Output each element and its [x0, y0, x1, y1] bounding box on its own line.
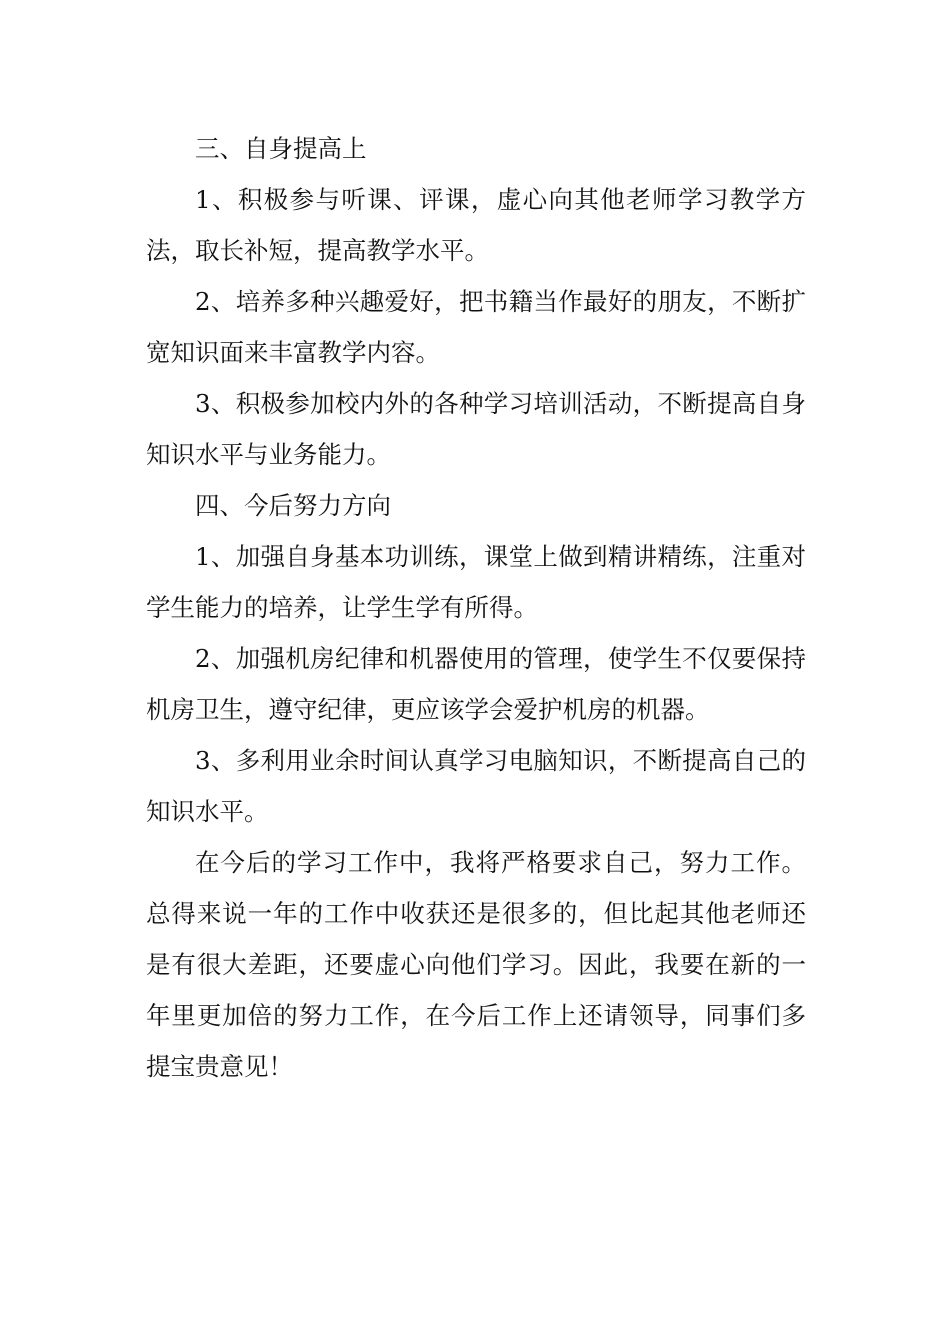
paragraph: 3、积极参加校内外的各种学习培训活动，不断提高自身知识水平与业务能力。	[146, 389, 806, 469]
paragraph: 2、培养多种兴趣爱好，把书籍当作最好的朋友，不断扩宽知识面来丰富教学内容。	[146, 287, 806, 367]
paragraph: 3、多利用业余时间认真学习电脑知识，不断提高自己的知识水平。	[146, 746, 806, 826]
paragraph: 1、加强自身基本功训练，课堂上做到精讲精练，注重对学生能力的培养，让学生学有所得。	[146, 542, 806, 622]
section-heading-self-improvement: 三、自身提高上	[195, 134, 367, 163]
document-body	[146, 123, 806, 1092]
paragraph: 1、积极参与听课、评课，虚心向其他老师学习教学方法，取长补短，提高教学水平。	[146, 185, 806, 265]
closing-paragraph: 在今后的学习工作中，我将严格要求自己，努力工作。总得来说一年的工作中收获还是很多的，但比起其他老师还是有很大差距，还要虚心向他们学习。因此，我要在新的一年里更加倍的努力工作，在今后工作上还请领导，同事们多提宝贵意见！	[146, 848, 806, 1081]
section-heading-future-direction: 四、今后努力方向	[195, 491, 391, 520]
paragraph: 2、加强机房纪律和机器使用的管理，使学生不仅要保持机房卫生，遵守纪律，更应该学会爱护机房的机器。	[146, 644, 806, 724]
